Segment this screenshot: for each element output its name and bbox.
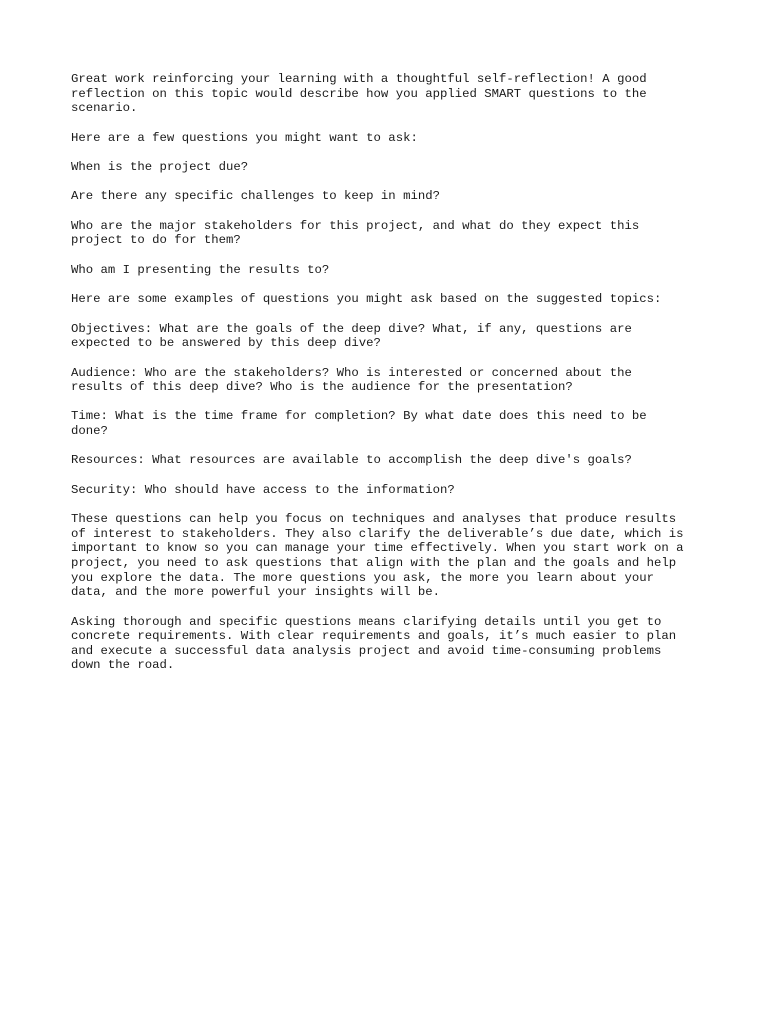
question-stakeholders: Who are the major stakeholders for this project, and what do they expect this project to do for them? [71,218,640,248]
topic-objectives: Objectives: What are the goals of the deep dive? What, if any, questions are expected to be answered by this deep dive? [71,321,632,351]
questions-lead-in: Here are a few questions you might want to ask: [71,130,418,145]
closing-paragraph: Asking thorough and specific questions means clarifying details until you get to concrete requirements. With clear requirements and goals, it’s much easier to plan and execute a successful data analysis project and avoid time-consuming problems down the road. [71,614,677,673]
intro-paragraph: Great work reinforcing your learning with a thoughtful self-reflection! A good reflection on this topic would describe how you applied SMART questions to the scenario. [71,72,647,116]
examples-lead-in: Here are some examples of questions you might ask based on the suggested topics: [71,292,662,307]
question-challenges: Are there any specific challenges to keep in mind? [71,189,440,204]
topic-security: Security: Who should have access to the information? [71,482,455,497]
summary-paragraph: These questions can help you focus on techniques and analyses that produce results of interest to stakeholders. They also clarify the deliverable’s due date, which is important to know so you can manage your time effectively. When you start work on a project, you need to ask questions that align with the plan and the goals and help you explore the data. The more questions you ask, the more you learn about your data, and the more powerful your insights will be. [71,512,684,600]
document-body [71,72,711,688]
question-due-date: When is the project due? [71,159,249,174]
topic-resources: Resources: What resources are available to accomplish the deep dive's goals? [71,453,632,468]
question-presenting: Who am I presenting the results to? [71,262,330,277]
topic-time: Time: What is the time frame for completion? By what date does this need to be done? [71,409,647,439]
topic-audience: Audience: Who are the stakeholders? Who is interested or concerned about the results of this deep dive? Who is the audience for the presentation? [71,365,632,395]
